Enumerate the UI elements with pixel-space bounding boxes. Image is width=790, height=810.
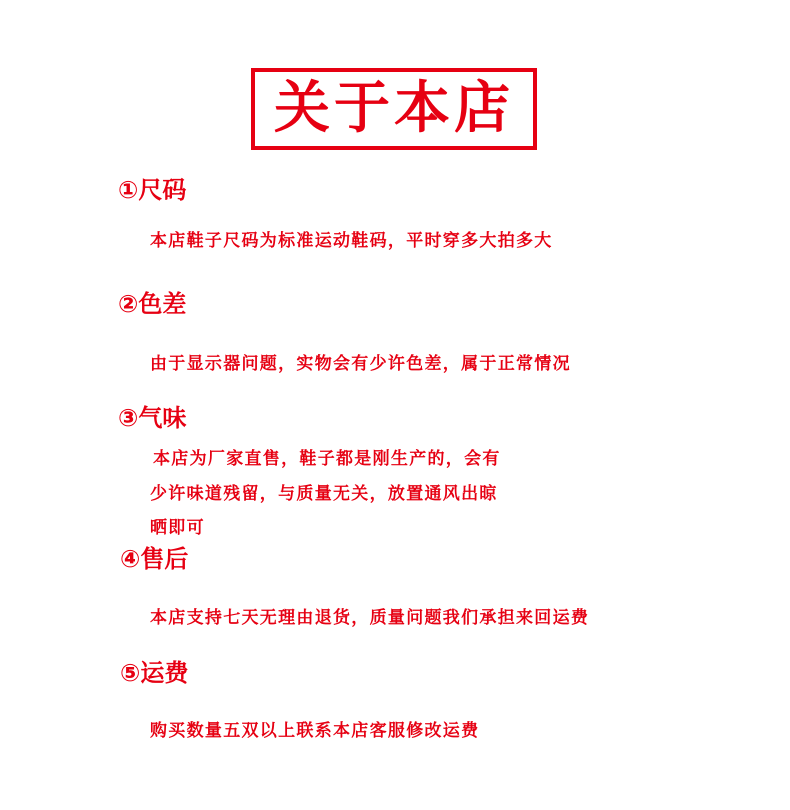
section-text-smell-line-2: 少许味道残留，与质量无关，放置通风出晾 [150,484,498,504]
section-heading-smell: ③气味 [118,404,187,432]
section-text-size: 本店鞋子尺码为标准运动鞋码，平时穿多大拍多大 [150,231,553,251]
section-heading-color: ②色差 [118,290,187,318]
page-title: 关于本店 [274,76,514,141]
section-text-shipping: 购买数量五双以上联系本店客服修改运费 [150,721,480,741]
section-heading-size: ①尺码 [118,176,187,204]
section-text-smell-line-3: 晒即可 [150,518,205,538]
section-text-color: 由于显示器问题，实物会有少许色差，属于正常情况 [150,354,571,374]
section-text-smell-line-1: 本店为厂家直售，鞋子都是刚生产的，会有 [153,449,501,469]
section-text-aftersale: 本店支持七天无理由退货，质量问题我们承担来回运费 [150,608,590,628]
title-box [251,68,537,150]
section-heading-aftersale: ④售后 [120,545,189,573]
section-heading-shipping: ⑤运费 [120,659,189,687]
